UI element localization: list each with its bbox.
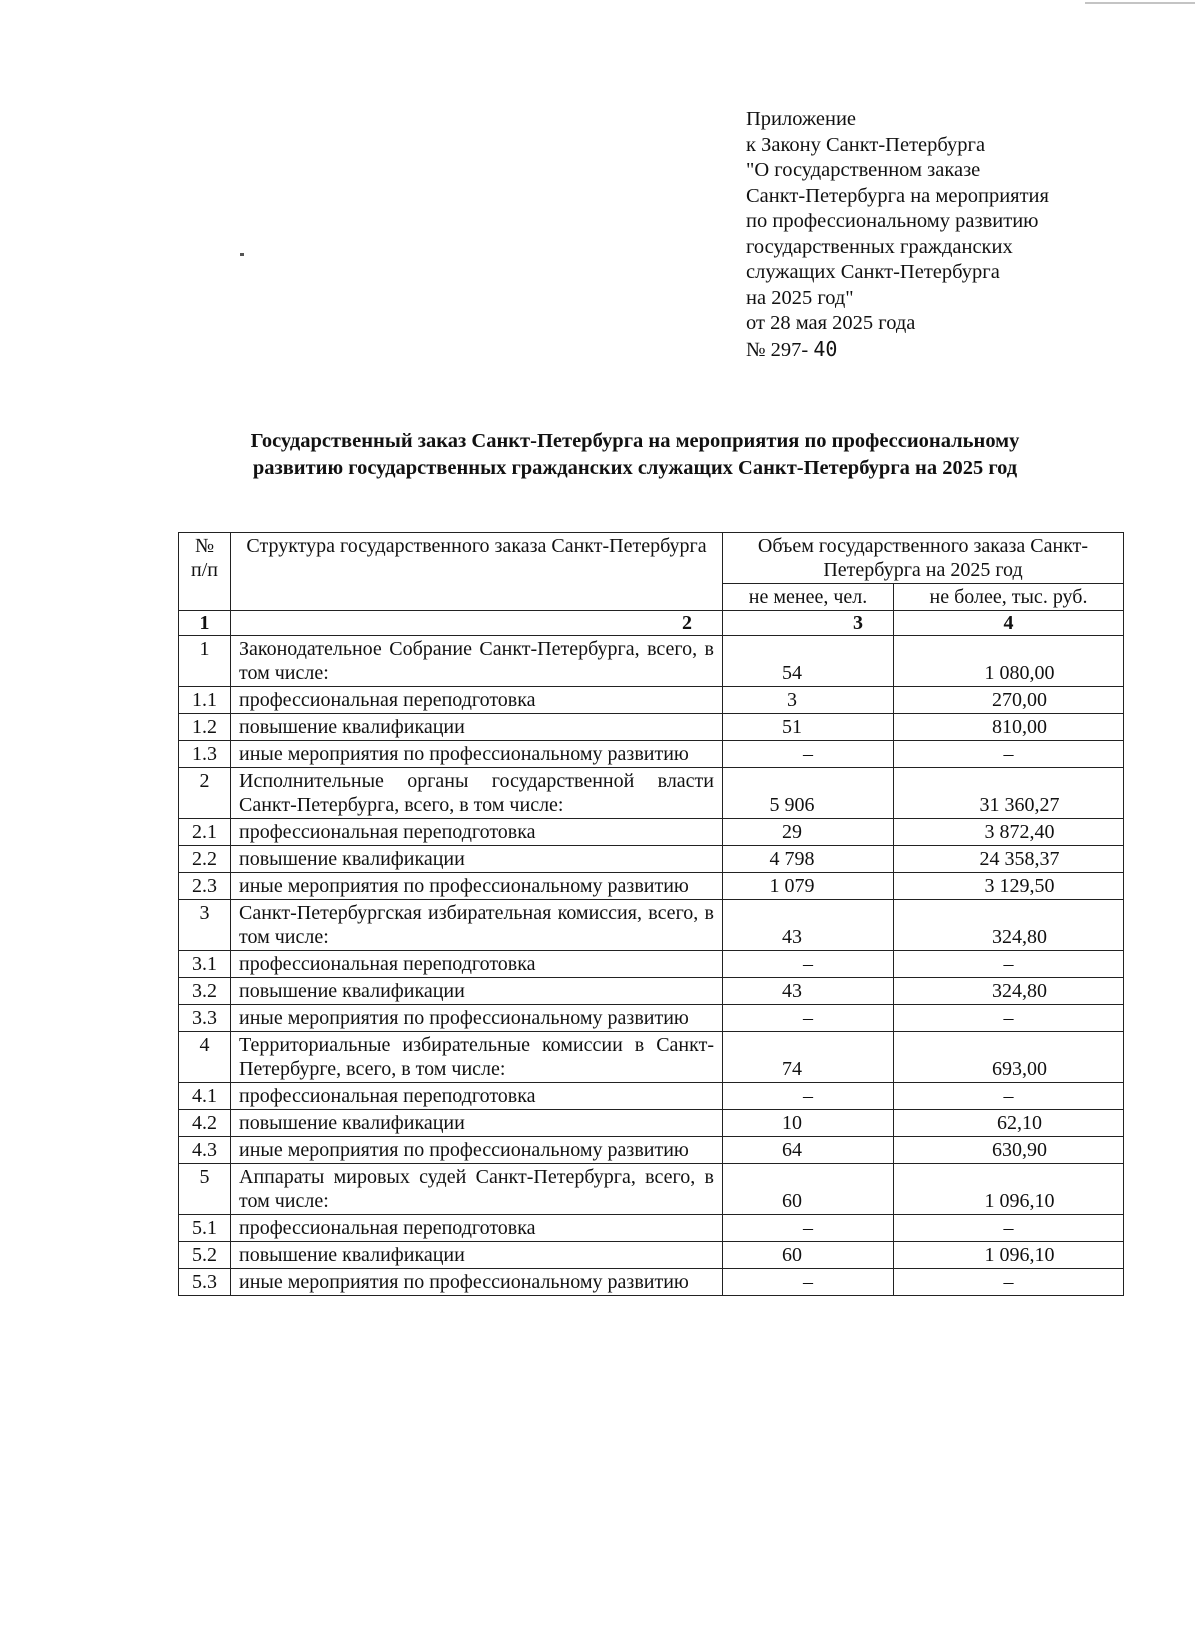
appendix-line: Приложение	[746, 108, 857, 130]
row-people: –	[723, 1005, 894, 1032]
appendix-line: "О государственном заказе	[746, 159, 981, 181]
row-name: повышение квалификации	[231, 978, 723, 1005]
row-people: 64	[723, 1137, 894, 1164]
appendix-line: к Закону Санкт-Петербурга	[746, 133, 986, 156]
row-number: 4.2	[179, 1110, 231, 1137]
table-row	[179, 951, 1124, 978]
table-row	[179, 900, 1124, 951]
header-row	[179, 533, 1124, 584]
table-row	[179, 714, 1124, 741]
row-people: 4 798	[723, 846, 894, 873]
row-number: 3	[179, 900, 231, 951]
row-people: 43	[723, 900, 894, 951]
table-row	[179, 1164, 1124, 1215]
row-people: –	[723, 951, 894, 978]
title-line-1: Государственный заказ Санкт-Петербурга на мероприятия по профессиональному	[250, 430, 1020, 452]
row-money: 324,80	[894, 978, 1124, 1005]
table-row	[179, 1215, 1124, 1242]
row-money: 1 080,00	[894, 636, 1124, 687]
row-number: 1.2	[179, 714, 231, 741]
row-people: 10	[723, 1110, 894, 1137]
table-row	[179, 873, 1124, 900]
row-number: 5.1	[179, 1215, 231, 1242]
table-row	[179, 1032, 1124, 1083]
row-money: 270,00	[894, 687, 1124, 714]
row-money: 3 129,50	[894, 873, 1124, 900]
row-name: профессиональная переподготовка	[231, 1083, 723, 1110]
row-money: 324,80	[894, 900, 1124, 951]
row-name: Законодательное Собрание Санкт-Петербурга, всего, в том числе:	[231, 636, 723, 687]
header-money: не более, тыс. руб.	[894, 584, 1124, 611]
row-number: 3.1	[179, 951, 231, 978]
row-money: 31 360,27	[894, 768, 1124, 819]
row-money: 630,90	[894, 1137, 1124, 1164]
row-people: 60	[723, 1242, 894, 1269]
row-number: 3.2	[179, 978, 231, 1005]
document-title	[150, 428, 1120, 482]
row-number: 2.3	[179, 873, 231, 900]
row-money: 693,00	[894, 1032, 1124, 1083]
header-people: не менее, чел.	[723, 584, 894, 611]
table-row	[179, 846, 1124, 873]
table-row	[179, 1110, 1124, 1137]
table-row	[179, 1137, 1124, 1164]
table-row	[179, 687, 1124, 714]
column-numbers-row	[179, 611, 1124, 636]
row-money: 3 872,40	[894, 819, 1124, 846]
row-name: Аппараты мировых судей Санкт-Петербурга, всего, в том числе:	[231, 1164, 723, 1215]
row-name: иные мероприятия по профессиональному развитию	[231, 741, 723, 768]
row-number: 4	[179, 1032, 231, 1083]
row-money: 810,00	[894, 714, 1124, 741]
row-number: 1.1	[179, 687, 231, 714]
row-money: 62,10	[894, 1110, 1124, 1137]
row-name: иные мероприятия по профессиональному развитию	[231, 1005, 723, 1032]
row-number: 5.2	[179, 1242, 231, 1269]
row-people: 74	[723, 1032, 894, 1083]
row-people: 1 079	[723, 873, 894, 900]
row-name: Исполнительные органы государственной власти Санкт-Петербурга, всего, в том числе:	[231, 768, 723, 819]
title-line-2: развитию государственных гражданских служащих Санкт-Петербурга на 2025 год	[252, 457, 1018, 479]
row-people: 43	[723, 978, 894, 1005]
row-money: –	[894, 1005, 1124, 1032]
table-row	[179, 978, 1124, 1005]
row-people: 3	[723, 687, 894, 714]
row-money: –	[894, 1215, 1124, 1242]
row-number: 1	[179, 636, 231, 687]
column-number: 1	[179, 611, 231, 636]
row-money: –	[894, 1083, 1124, 1110]
row-people: 60	[723, 1164, 894, 1215]
row-name: повышение квалификации	[231, 1110, 723, 1137]
row-name: иные мероприятия по профессиональному развитию	[231, 1137, 723, 1164]
row-money: –	[894, 1269, 1124, 1296]
row-people: –	[723, 1215, 894, 1242]
row-number: 2	[179, 768, 231, 819]
row-name: профессиональная переподготовка	[231, 951, 723, 978]
row-name: профессиональная переподготовка	[231, 687, 723, 714]
row-name: Санкт-Петербургская избирательная комиссия, всего, в том числе:	[231, 900, 723, 951]
appendix-line: служащих Санкт-Петербурга	[746, 261, 1000, 283]
row-money: –	[894, 741, 1124, 768]
law-number-prefix: № 297-	[746, 338, 809, 361]
row-name: Территориальные избирательные комиссии в Санкт-Петербурге, всего, в том числе:	[231, 1032, 723, 1083]
row-money: 24 358,37	[894, 846, 1124, 873]
row-name: повышение квалификации	[231, 1242, 723, 1269]
row-number: 4.1	[179, 1083, 231, 1110]
row-name: повышение квалификации	[231, 846, 723, 873]
appendix-block	[746, 107, 1049, 363]
row-number: 5	[179, 1164, 231, 1215]
state-order-table	[178, 532, 1124, 1296]
appendix-line: Санкт-Петербурга на мероприятия	[746, 184, 1049, 207]
table-row	[179, 1269, 1124, 1296]
row-number: 3.3	[179, 1005, 231, 1032]
table-row	[179, 1242, 1124, 1269]
row-number: 1.3	[179, 741, 231, 768]
column-number: 2	[231, 611, 723, 636]
appendix-line: государственных гражданских	[746, 235, 1013, 258]
row-people: 5 906	[723, 768, 894, 819]
header-volume: Объем государственного заказа Санкт-Петербурга на 2025 год	[723, 533, 1124, 584]
table-row	[179, 1005, 1124, 1032]
row-number: 2.2	[179, 846, 231, 873]
row-name: иные мероприятия по профессиональному развитию	[231, 1269, 723, 1296]
law-number	[746, 337, 1049, 364]
row-number: 5.3	[179, 1269, 231, 1296]
table-row	[179, 819, 1124, 846]
row-money: 1 096,10	[894, 1164, 1124, 1215]
row-people: –	[723, 1083, 894, 1110]
row-number: 4.3	[179, 1137, 231, 1164]
header-structure: Структура государственного заказа Санкт-Петербурга	[231, 533, 723, 611]
row-money: –	[894, 951, 1124, 978]
scan-artifact	[240, 253, 244, 256]
row-number: 2.1	[179, 819, 231, 846]
row-name: иные мероприятия по профессиональному развитию	[231, 873, 723, 900]
column-number: 3	[723, 611, 894, 636]
table-row	[179, 768, 1124, 819]
table-row	[179, 1083, 1124, 1110]
appendix-line: от 28 мая 2025 года	[746, 312, 916, 334]
row-name: профессиональная переподготовка	[231, 1215, 723, 1242]
header-num: № п/п	[179, 533, 231, 611]
row-money: 1 096,10	[894, 1242, 1124, 1269]
table-row	[179, 636, 1124, 687]
row-name: повышение квалификации	[231, 714, 723, 741]
law-number-handwritten: 40	[813, 336, 838, 361]
table-row	[179, 741, 1124, 768]
row-people: 29	[723, 819, 894, 846]
row-name: профессиональная переподготовка	[231, 819, 723, 846]
row-people: 54	[723, 636, 894, 687]
row-people: –	[723, 741, 894, 768]
appendix-line: на 2025 год"	[746, 286, 854, 309]
row-people: 51	[723, 714, 894, 741]
column-number: 4	[894, 611, 1124, 636]
scan-artifact	[1085, 2, 1195, 4]
row-people: –	[723, 1269, 894, 1296]
appendix-line: по профессиональному развитию	[746, 210, 1039, 232]
